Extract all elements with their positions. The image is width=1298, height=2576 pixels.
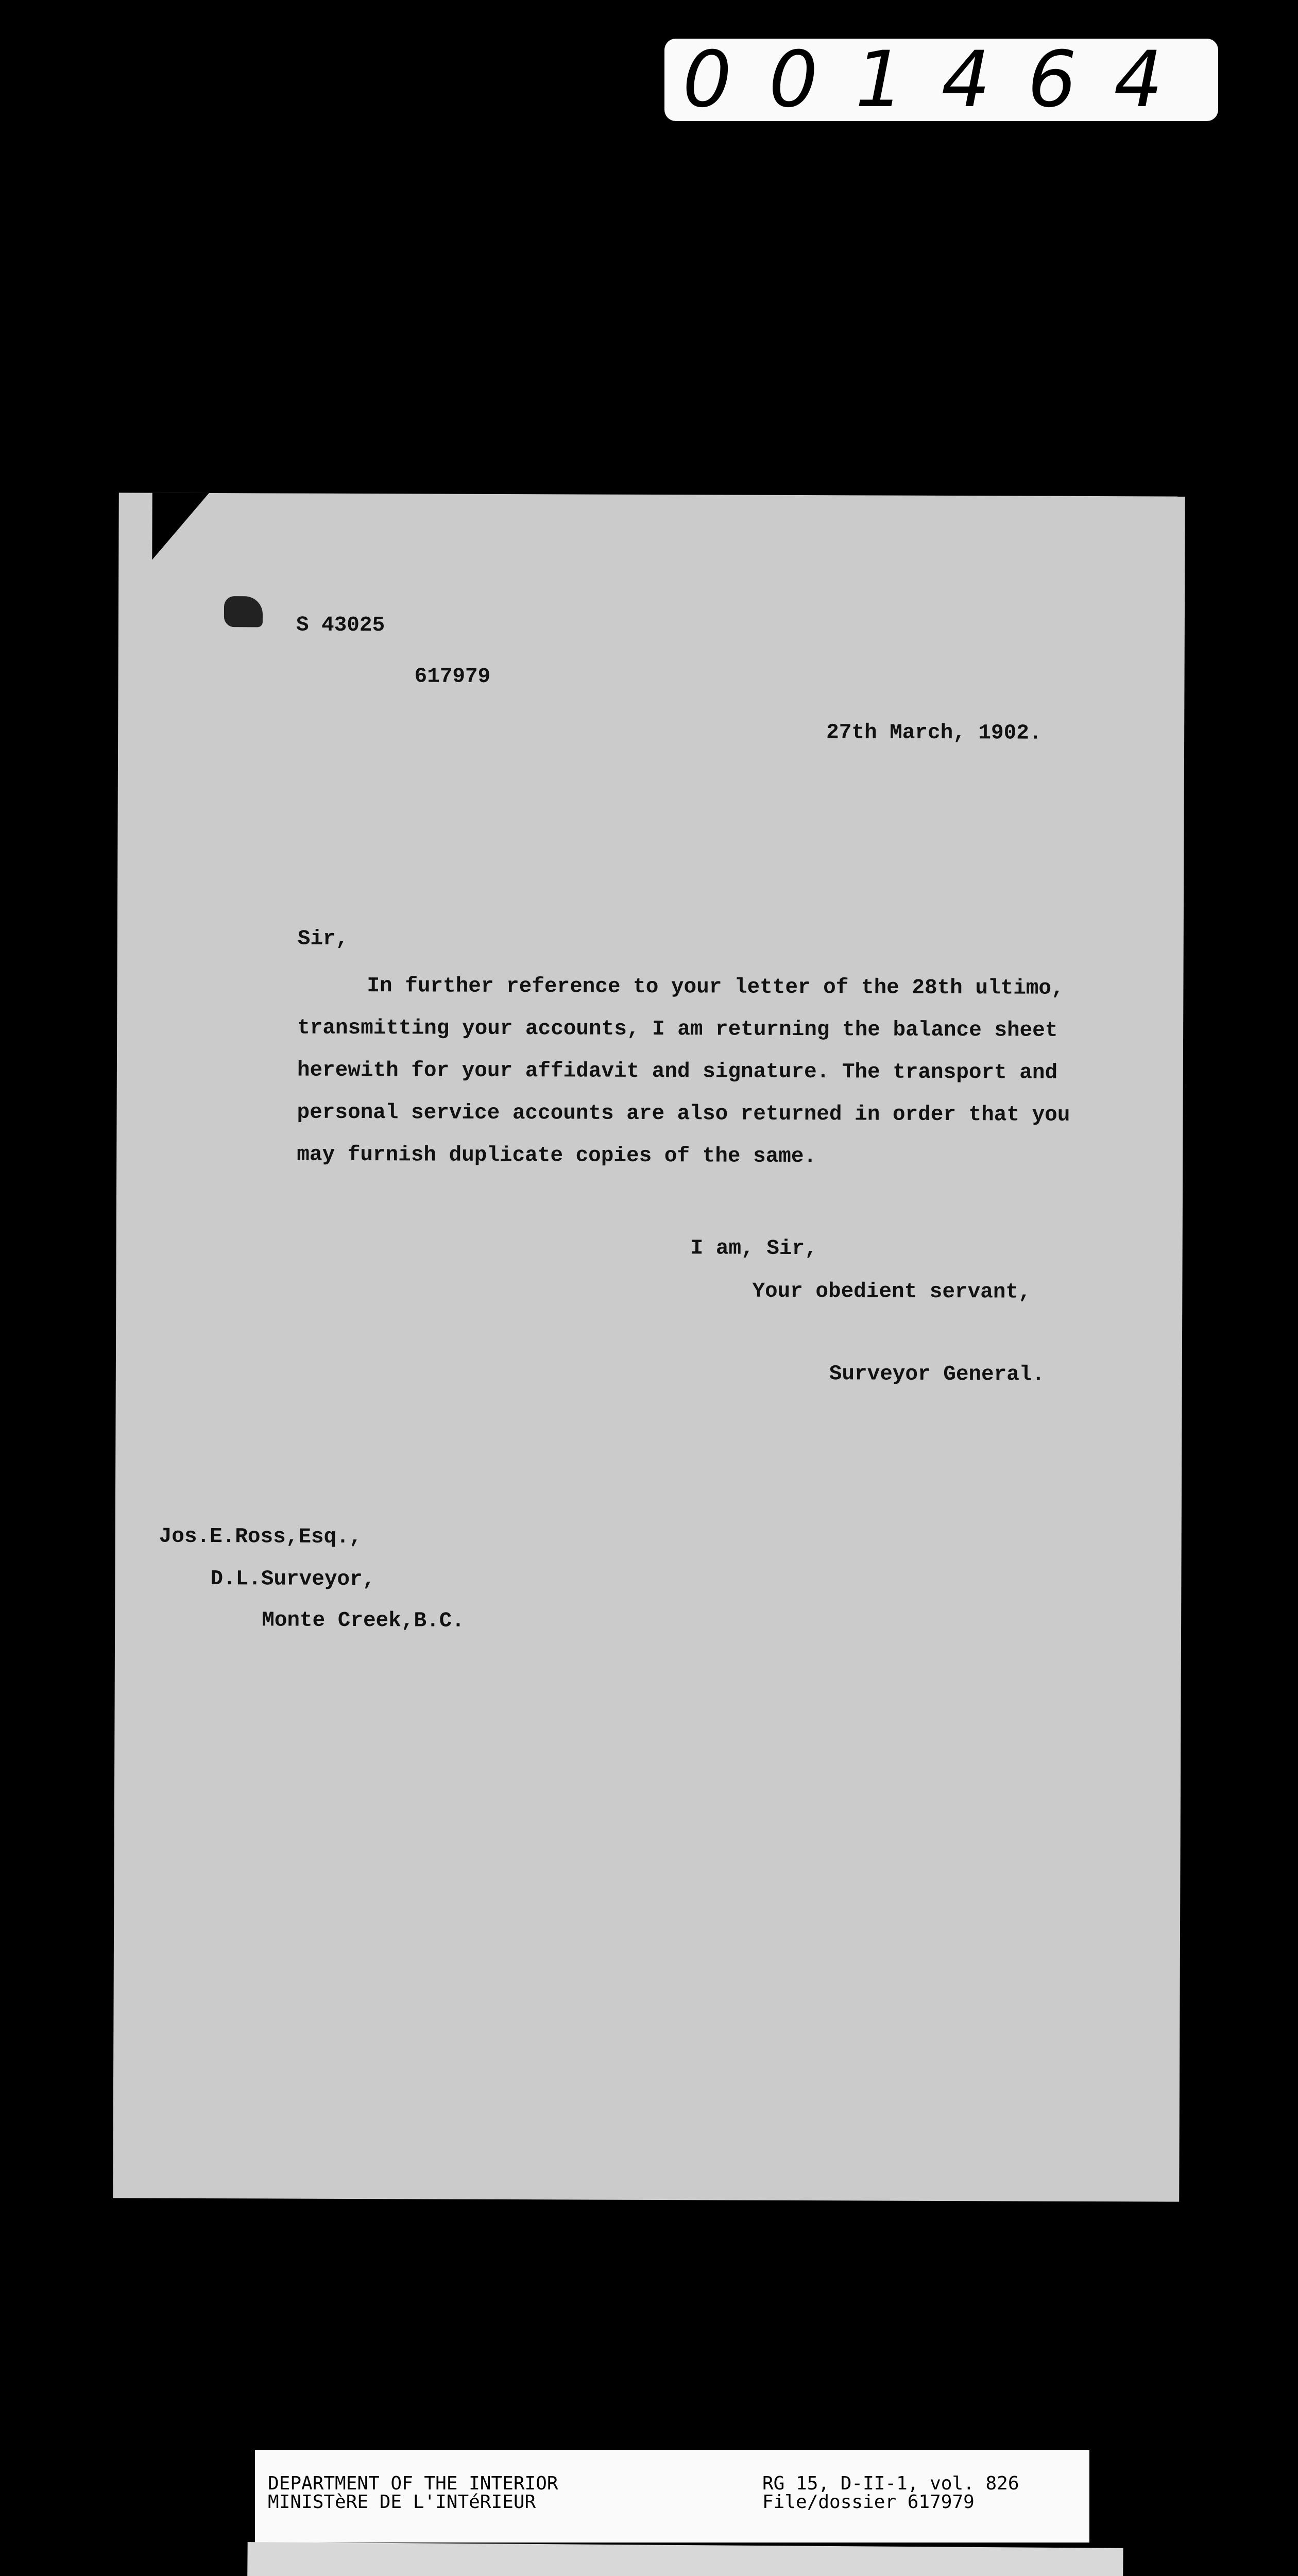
- salutation: Sir,: [297, 927, 349, 951]
- address-line-1: Jos.E.Ross,Esq.,: [159, 1524, 362, 1550]
- closing-line-1: I am, Sir,: [690, 1236, 817, 1261]
- ink-stamp-mark: [224, 596, 263, 627]
- letter-date: 27th March, 1902.: [826, 721, 1042, 745]
- department-french: MINISTèRE DE L'INTéRIEUR: [268, 2492, 536, 2513]
- letter-sheet: [113, 493, 1185, 2201]
- file-dossier: File/dossier 617979: [762, 2492, 975, 2513]
- reference-number: S 43025: [296, 613, 385, 638]
- frame-number-label: 001464: [664, 39, 1218, 121]
- file-number: 617979: [414, 665, 491, 689]
- address-line-3: Monte Creek,B.C.: [262, 1608, 465, 1633]
- letter-body-text: In further reference to your letter of the 28th ultimo, transmitting your accounts, I am returning the balance sheet herewith for your affidavit and signature. The transport and personal service accounts are also returned in order that you may furnish duplicate copies of the same.: [297, 974, 1070, 1169]
- department-english: DEPARTMENT OF THE INTERIOR: [268, 2473, 558, 2494]
- folded-corner: [152, 493, 209, 560]
- letter-body: [297, 965, 1111, 1179]
- signer-title: Surveyor General.: [829, 1362, 1045, 1387]
- archive-reference-label: [255, 2450, 1089, 2543]
- archives-banner: [247, 2542, 1123, 2576]
- record-group: RG 15, D-II-1, vol. 826: [762, 2473, 1019, 2494]
- closing-line-2: Your obedient servant,: [752, 1279, 1031, 1304]
- address-line-2: D.L.Surveyor,: [210, 1567, 375, 1592]
